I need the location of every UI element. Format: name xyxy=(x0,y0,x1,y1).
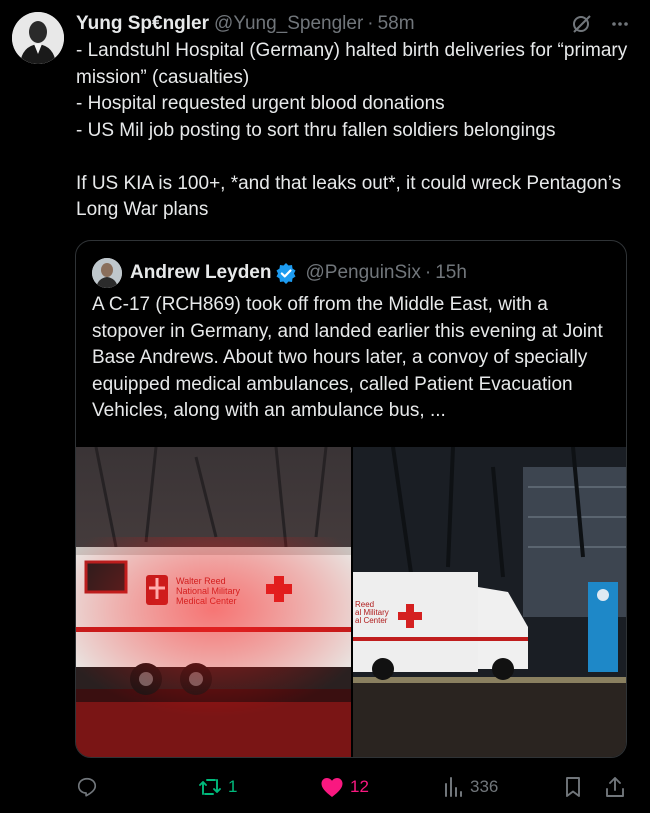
quote-avatar-image xyxy=(92,258,122,288)
views-icon xyxy=(442,776,464,798)
views-count: 336 xyxy=(470,777,499,796)
quote-media[interactable] xyxy=(76,447,627,758)
bookmark-button[interactable] xyxy=(562,770,584,804)
bookmark-icon xyxy=(562,776,584,798)
tweet-header xyxy=(76,10,636,38)
verified-badge-icon xyxy=(275,262,297,284)
quote-time[interactable]: 15h xyxy=(435,262,467,283)
retweet-count: 1 xyxy=(228,777,238,796)
share-icon xyxy=(604,776,626,798)
retweet-icon xyxy=(198,776,222,798)
right-vehicle-line-1: Reed xyxy=(355,600,375,609)
heart-icon xyxy=(320,776,344,798)
quote-author-avatar[interactable] xyxy=(92,258,122,288)
right-vehicle-line-2: al Military xyxy=(355,608,389,617)
quote-author-handle[interactable]: @PenguinSix xyxy=(305,262,421,283)
quote-author-name[interactable]: Andrew Leyden xyxy=(130,262,272,283)
more-icon[interactable] xyxy=(610,14,630,34)
views-button[interactable] xyxy=(442,770,498,804)
right-vehicle-line-3: al Center xyxy=(355,616,388,625)
quote-header xyxy=(92,258,467,288)
header-icons xyxy=(570,12,630,36)
share-button[interactable] xyxy=(604,770,626,804)
reply-button[interactable] xyxy=(76,770,104,804)
quote-header-separator: · xyxy=(424,262,432,283)
tweet-body xyxy=(76,10,636,224)
tweet-text: - Landstuhl Hospital (Germany) halted birth deliveries for “primary mission” (casualties) - Hospital requested urgent blood donations - US Mil job posting to sort thru fallen soldiers belongings If US KIA is 100+, *and that leaks out*, it could wreck Pentagon’s Long War plans xyxy=(76,40,628,220)
grok-icon[interactable] xyxy=(570,12,594,36)
like-count: 12 xyxy=(350,777,369,796)
author-handle[interactable]: @Yung_Spengler xyxy=(214,13,364,34)
author-avatar-image xyxy=(12,12,64,64)
ambulance-photo-left[interactable] xyxy=(76,447,351,758)
reply-icon xyxy=(76,776,98,798)
quote-text: A C-17 (RCH869) took off from the Middle East, with a stopover in Germany, and landed earlier this evening at Joint Base Andrews. About two hours later, a convoy of specially equipped medical ambulances, called Patient Evacuation Vehicles, along with an ambulance bus, ... xyxy=(92,294,603,421)
ambulance-photo-right[interactable] xyxy=(353,447,627,758)
header-separator: · xyxy=(367,13,374,34)
author-avatar[interactable] xyxy=(12,12,64,64)
action-bar xyxy=(76,770,636,804)
retweet-button[interactable] xyxy=(198,770,237,804)
like-button[interactable] xyxy=(320,770,369,804)
tweet-time[interactable]: 58m xyxy=(377,13,415,34)
quoted-tweet[interactable] xyxy=(75,240,627,758)
author-name[interactable]: Yung Sp€ngler xyxy=(76,13,210,34)
